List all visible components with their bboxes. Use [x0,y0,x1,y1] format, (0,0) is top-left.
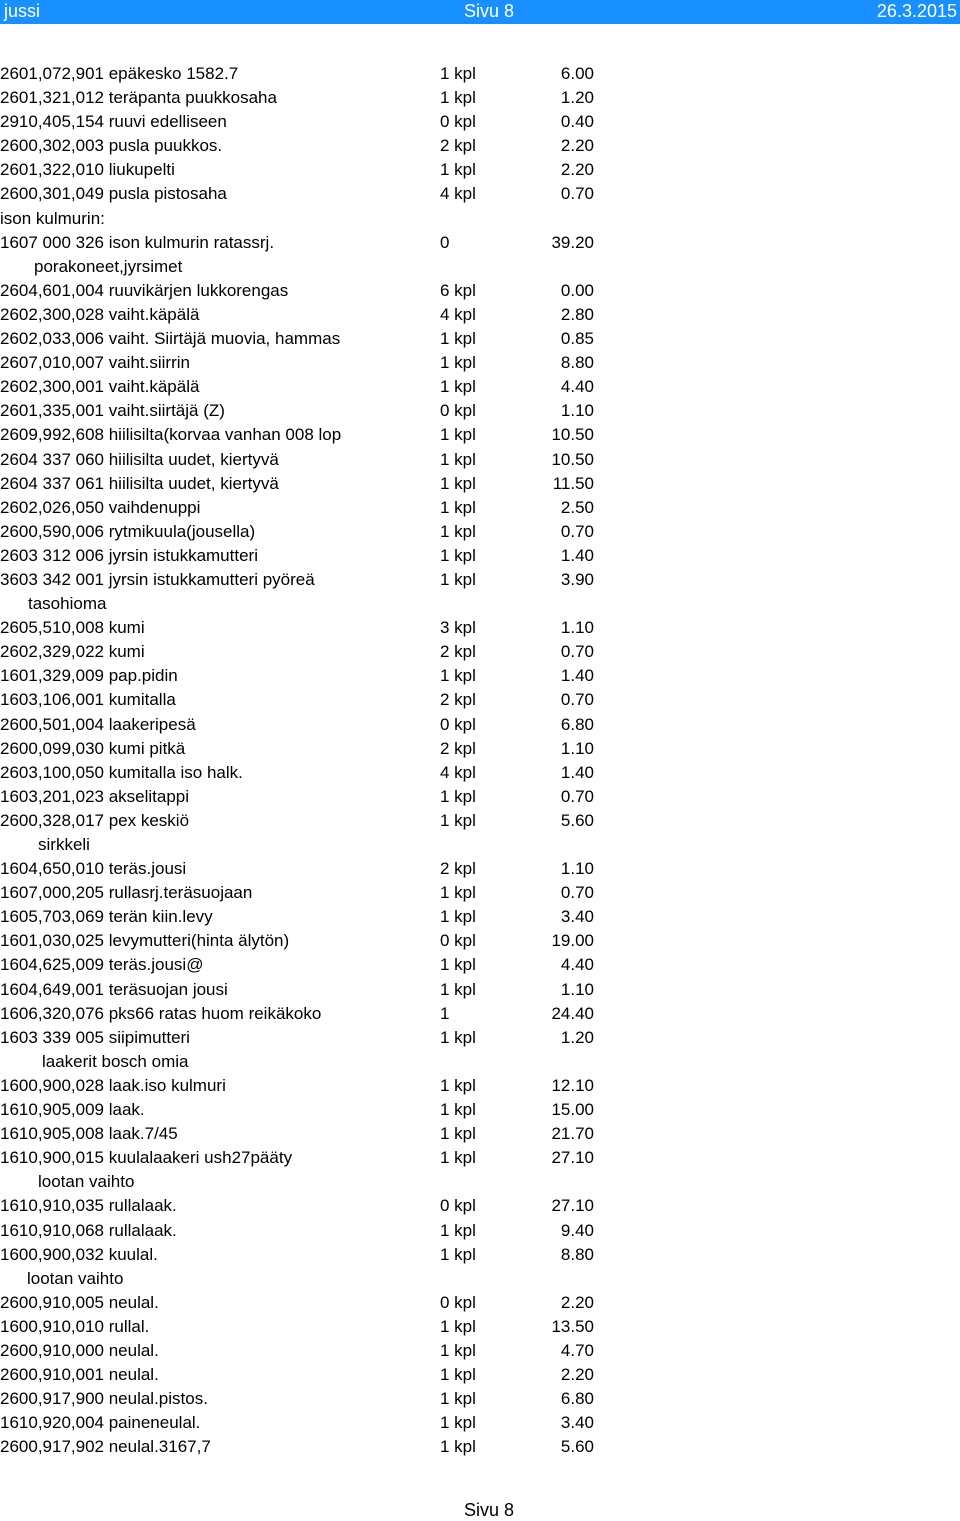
item-quantity: 1 kpl [440,545,476,565]
list-item [0,1291,960,1315]
list-item [0,857,960,881]
list-item [0,448,960,472]
item-description: 1603,201,023 akselitappi [0,786,190,806]
list-item [0,62,960,86]
item-quantity: 4 kpl [440,184,476,204]
item-description: 1610,900,015 kuulalaakeri ush27pääty [0,1148,293,1168]
list-item [0,1315,960,1339]
item-price: 8.80 [560,1244,594,1264]
header-date: 26.3.2015 [876,1,957,21]
list-item [0,1002,960,1026]
item-price: 1.10 [560,738,594,758]
item-description: 2600,910,005 neulal. [0,1292,159,1312]
list-item [0,351,960,375]
item-description: 2601,321,012 teräpanta puukkosaha [0,88,277,108]
header-page-number: Sivu 8 [464,1,515,21]
item-price: 0.70 [560,690,594,710]
item-quantity: 1 kpl [440,1220,476,1240]
item-description: 2600,917,900 neulal.pistos. [0,1389,208,1409]
item-quantity: 0 kpl [440,401,476,421]
list-item [0,1387,960,1411]
item-description: 2603,100,050 kumitalla iso halk. [0,762,243,782]
section-heading: lootan vaihto [38,1172,135,1192]
list-item [0,375,960,399]
item-price: 0.00 [560,280,594,300]
item-description: 1601,329,009 pap.pidin [0,666,178,686]
list-item [0,785,960,809]
item-description: 1607,000,205 rullasrj.teräsuojaan [0,883,253,903]
item-description: 1610,905,008 laak.7/45 [0,1124,178,1144]
item-quantity: 0 [440,232,450,252]
item-quantity: 1 kpl [440,1365,476,1385]
item-description: 2609,992,608 hiilisilta(korvaa vanhan 008 lop [0,425,342,445]
item-price: 21.70 [551,1124,594,1144]
item-price: 39.20 [551,232,594,252]
list-item [0,86,960,110]
item-quantity: 0 kpl [440,1196,476,1216]
item-quantity: 0 kpl [440,112,476,132]
item-description: 1607 000 326 ison kulmurin ratassrj. [0,232,275,252]
list-item [0,1146,960,1170]
item-quantity: 6 kpl [440,280,476,300]
list-item [0,423,960,447]
item-description: 3603 342 001 jyrsin istukkamutteri pyöreä [0,569,315,589]
item-price: 1.40 [560,666,594,686]
list-item [0,688,960,712]
item-quantity: 1 kpl [440,1389,476,1409]
item-price: 27.10 [551,1148,594,1168]
item-price: 4.40 [560,955,594,975]
item-quantity: 1 kpl [440,64,476,83]
item-quantity: 1 kpl [440,329,476,349]
item-description: 1606,320,076 pks66 ratas huom reikäkoko [0,1003,322,1023]
item-description: 2602,033,006 vaiht. Siirtäjä muovia, hammas [0,329,341,349]
item-price: 4.40 [560,377,594,397]
item-price: 10.50 [551,449,594,469]
list-item [0,737,960,761]
section-heading: tasohioma [28,594,107,614]
item-quantity: 2 kpl [440,738,476,758]
item-description: 2602,300,028 vaiht.käpälä [0,304,200,324]
section-heading-row [0,255,960,279]
item-description: 2602,026,050 vaihdenuppi [0,497,201,517]
item-price: 2.50 [560,497,594,517]
list-item [0,1363,960,1387]
item-description: 2600,099,030 kumi pitkä [0,738,186,758]
item-description: 1610,910,035 rullalaak. [0,1196,177,1216]
item-description: 2607,010,007 vaiht.siirrin [0,353,190,373]
list-item [0,809,960,833]
section-heading-row [0,833,960,857]
item-price: 1.40 [560,762,594,782]
item-description: 2604,601,004 ruuvikärjen lukkorengas [0,280,289,300]
header-user: jussi [4,1,41,21]
item-description: 2601,335,001 vaiht.siirtäjä (Z) [0,401,225,421]
item-quantity: 1 [440,1003,450,1023]
item-quantity: 1 kpl [440,883,476,903]
item-quantity: 1 kpl [440,425,476,445]
list-item [0,1122,960,1146]
item-quantity: 1 kpl [440,1340,476,1360]
item-quantity: 1 kpl [440,1437,476,1457]
item-price: 12.10 [551,1075,594,1095]
list-item [0,158,960,182]
item-description: 1604,650,010 teräs.jousi [0,859,187,879]
list-item [0,905,960,929]
item-price: 3.90 [560,569,594,589]
item-quantity: 1 kpl [440,907,476,927]
item-description: 1603 339 005 siipimutteri [0,1027,190,1047]
section-heading: porakoneet,jyrsimet [34,256,183,276]
section-heading: laakerit bosch omia [42,1051,189,1071]
item-description: 2600,917,902 neulal.3167,7 [0,1437,211,1457]
list-item [0,1435,960,1459]
item-description: 2600,501,004 laakeripesä [0,714,196,734]
list-item [0,664,960,688]
item-quantity: 4 kpl [440,304,476,324]
list-item [0,713,960,737]
list-item [0,1411,960,1435]
item-description: 2600,328,017 pex keskiö [0,810,190,830]
item-price: 19.00 [551,931,594,951]
item-quantity: 1 kpl [440,88,476,108]
list-item [0,929,960,953]
item-quantity: 1 kpl [440,1027,476,1047]
item-price: 0.70 [560,642,594,662]
item-description: 2600,301,049 pusla pistosaha [0,184,227,204]
item-quantity: 0 kpl [440,931,476,951]
item-quantity: 1 kpl [440,1124,476,1144]
list-item [0,953,960,977]
parts-list [0,62,960,1459]
item-price: 0.85 [560,329,594,349]
item-quantity: 1 kpl [440,1148,476,1168]
list-item [0,978,960,1002]
item-price: 2.20 [560,136,594,156]
item-description: 2600,590,006 rytmikuula(jousella) [0,521,256,541]
item-quantity: 1 kpl [440,666,476,686]
section-heading-row [0,1267,960,1291]
list-item [0,761,960,785]
item-quantity: 1 kpl [440,160,476,180]
item-description: 1603,106,001 kumitalla [0,690,176,710]
item-price: 3.40 [560,1413,594,1433]
list-item [0,182,960,206]
item-price: 13.50 [551,1316,594,1336]
item-description: 2601,322,010 liukupelti [0,160,175,180]
item-description: 1604,625,009 teräs.jousi@ [0,955,204,975]
item-price: 27.10 [551,1196,594,1216]
list-item [0,1026,960,1050]
list-item [0,134,960,158]
item-quantity: 1 kpl [440,449,476,469]
item-description: 2601,072,901 epäkesko 1582.7 [0,64,239,83]
item-price: 9.40 [560,1220,594,1240]
item-price: 5.60 [560,810,594,830]
item-description: 1600,910,010 rullal. [0,1316,150,1336]
item-description: 1610,905,009 laak. [0,1100,145,1120]
item-description: 1600,900,028 laak.iso kulmuri [0,1075,226,1095]
item-description: 1605,703,069 terän kiin.levy [0,907,213,927]
section-heading-row [0,207,960,231]
list-item [0,881,960,905]
item-price: 6.80 [560,714,594,734]
list-item [0,303,960,327]
section-heading-row [0,592,960,616]
item-price: 6.80 [560,1389,594,1409]
item-price: 3.40 [560,907,594,927]
item-price: 1.10 [560,401,594,421]
item-quantity: 1 kpl [440,497,476,517]
list-item [0,1243,960,1267]
item-price: 2.20 [560,1365,594,1385]
item-description: 1601,030,025 levymutteri(hinta älytön) [0,931,290,951]
item-price: 0.70 [560,786,594,806]
item-quantity: 1 kpl [440,955,476,975]
item-quantity: 1 kpl [440,353,476,373]
item-quantity: 3 kpl [440,618,476,638]
item-quantity: 1 kpl [440,1316,476,1336]
list-item [0,640,960,664]
item-quantity: 1 kpl [440,1075,476,1095]
item-price: 0.70 [560,184,594,204]
item-price: 1.20 [560,88,594,108]
item-price: 0.70 [560,521,594,541]
item-description: 2604 337 060 hiilisilta uudet, kiertyvä [0,449,279,469]
list-item [0,399,960,423]
item-price: 1.20 [560,1027,594,1047]
item-price: 1.10 [560,859,594,879]
section-heading-row [0,1170,960,1194]
item-description: 2603 312 006 jyrsin istukkamutteri [0,545,258,565]
item-quantity: 2 kpl [440,136,476,156]
item-description: 2910,405,154 ruuvi edelliseen [0,112,227,132]
list-item [0,231,960,255]
item-price: 0.40 [560,112,594,132]
item-description: 2605,510,008 kumi [0,618,145,638]
list-item [0,544,960,568]
item-quantity: 1 kpl [440,979,476,999]
item-price: 1.10 [560,979,594,999]
item-price: 24.40 [551,1003,594,1023]
item-quantity: 0 kpl [440,714,476,734]
item-description: 1604,649,001 teräsuojan jousi [0,979,228,999]
section-heading: ison kulmurin: [0,208,105,228]
item-quantity: 2 kpl [440,642,476,662]
item-description: 2600,910,001 neulal. [0,1365,159,1385]
item-price: 2.20 [560,1292,594,1312]
list-item [0,1074,960,1098]
list-item [0,110,960,134]
item-quantity: 1 kpl [440,810,476,830]
item-price: 6.00 [560,64,594,83]
list-item [0,568,960,592]
item-quantity: 1 kpl [440,1413,476,1433]
list-item [0,1194,960,1218]
section-heading: sirkkeli [38,835,90,854]
item-quantity: 1 kpl [440,1100,476,1120]
item-quantity: 1 kpl [440,521,476,541]
item-description: 1610,910,068 rullalaak. [0,1220,177,1240]
item-price: 0.70 [560,883,594,903]
item-quantity: 1 kpl [440,1244,476,1264]
page-header [0,0,960,24]
list-item [0,472,960,496]
item-price: 2.80 [560,304,594,324]
item-quantity: 1 kpl [440,569,476,589]
item-price: 5.60 [560,1437,594,1457]
item-price: 10.50 [551,425,594,445]
list-item [0,1219,960,1243]
item-price: 11.50 [552,473,594,493]
item-price: 4.70 [560,1340,594,1360]
item-quantity: 1 kpl [440,473,476,493]
item-description: 2600,302,003 pusla puukkos. [0,136,223,156]
item-description: 2602,300,001 vaiht.käpälä [0,377,200,397]
item-price: 2.20 [560,160,594,180]
list-item [0,520,960,544]
footer-page-number: Sivu 8 [464,1500,515,1520]
item-quantity: 2 kpl [440,690,476,710]
item-price: 8.80 [560,353,594,373]
item-price: 1.10 [560,618,594,638]
item-description: 2604 337 061 hiilisilta uudet, kiertyvä [0,473,279,493]
item-description: 1600,900,032 kuulal. [0,1244,158,1264]
list-item [0,1098,960,1122]
item-quantity: 1 kpl [440,786,476,806]
item-description: 2600,910,000 neulal. [0,1340,159,1360]
item-description: 1610,920,004 paineneulal. [0,1413,201,1433]
item-price: 1.40 [560,545,594,565]
item-quantity: 2 kpl [440,859,476,879]
section-heading-row [0,1050,960,1074]
list-item [0,616,960,640]
item-quantity: 1 kpl [440,377,476,397]
list-item [0,279,960,303]
item-description: 2602,329,022 kumi [0,642,145,662]
list-item [0,496,960,520]
item-price: 15.00 [551,1100,594,1120]
section-heading: lootan vaihto [27,1268,124,1288]
item-quantity: 0 kpl [440,1292,476,1312]
list-item [0,327,960,351]
list-item [0,1339,960,1363]
item-quantity: 4 kpl [440,762,476,782]
